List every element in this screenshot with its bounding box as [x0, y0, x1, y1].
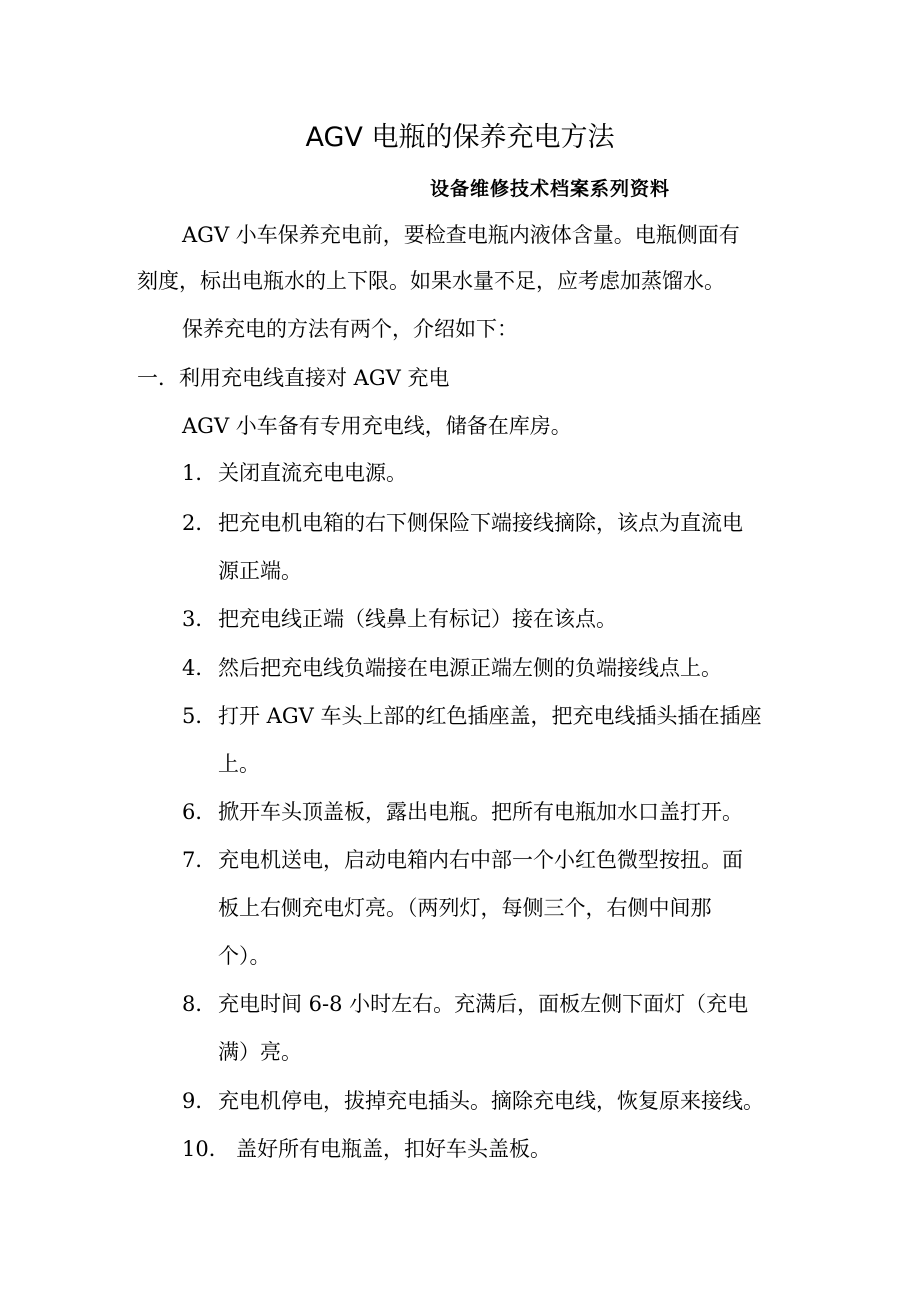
section-lead: AGV 小车备有专用充电线，储备在库房。 [182, 414, 572, 438]
step-text: 把充电线正端（线鼻上有标记）接在该点。 [218, 607, 617, 631]
document-subtitle: 设备维修技术档案系列资料 [430, 178, 671, 200]
step-number: 7． [182, 848, 217, 872]
step-text: 把充电机电箱的右下侧保险下端接线摘除，该点为直流电 [218, 511, 743, 535]
list-item [182, 653, 722, 683]
step-text-continued: 个）。 [218, 944, 271, 968]
list-item [182, 701, 761, 731]
step-text-continued: 上。 [218, 752, 260, 776]
list-item [182, 604, 617, 634]
step-text: 掀开车头顶盖板，露出电瓶。把所有电瓶加水口盖打开。 [218, 800, 743, 824]
step-text: 充电机停电，拔掉充电插头。摘除充电线，恢复原来接线。 [218, 1089, 764, 1113]
list-item [182, 458, 407, 488]
step-text-continued: 板上右侧充电灯亮。（两列灯，每侧三个，右侧中间那 [218, 896, 712, 920]
document-title: AGV 电瓶的保养充电方法 [305, 122, 615, 153]
step-number: 1． [182, 461, 217, 485]
list-item [182, 1134, 551, 1164]
list-item [182, 508, 743, 538]
step-text: 打开 AGV 车头上部的红色插座盖，把充电线插头插在插座 [218, 704, 762, 728]
step-number: 2． [182, 511, 217, 535]
list-item [182, 989, 748, 1019]
step-text: 关闭直流充电电源。 [218, 461, 407, 485]
step-number: 6． [182, 800, 217, 824]
step-text: 充电时间 6-8 小时左右。充满后，面板左侧下面灯（充电 [218, 992, 749, 1016]
step-number: 9． [182, 1089, 217, 1113]
intro-line-1: AGV 小车保养充电前，要检查电瓶内液体含量。电瓶侧面有 [182, 223, 740, 247]
list-item [182, 797, 743, 827]
step-number: 5． [182, 704, 217, 728]
list-item [182, 1086, 764, 1116]
step-number: 3． [182, 607, 217, 631]
step-number: 10． [182, 1137, 230, 1161]
step-text: 充电机送电，启动电箱内右中部一个小红色微型按扭。面 [218, 848, 743, 872]
intro-line-3: 保养充电的方法有两个，介绍如下： [182, 317, 518, 341]
step-text: 盖好所有电瓶盖，扣好车头盖板。 [236, 1137, 551, 1161]
step-number: 8． [182, 992, 217, 1016]
step-number: 4． [182, 656, 217, 680]
intro-line-2: 刻度，标出电瓶水的上下限。如果水量不足，应考虑加蒸馏水。 [137, 269, 725, 293]
step-text-continued: 源正端。 [218, 559, 302, 583]
list-item [182, 845, 743, 875]
step-text: 然后把充电线负端接在电源正端左侧的负端接线点上。 [218, 656, 722, 680]
step-text-continued: 满）亮。 [218, 1040, 302, 1064]
section-heading: 一．利用充电线直接对 AGV 充电 [137, 366, 450, 390]
